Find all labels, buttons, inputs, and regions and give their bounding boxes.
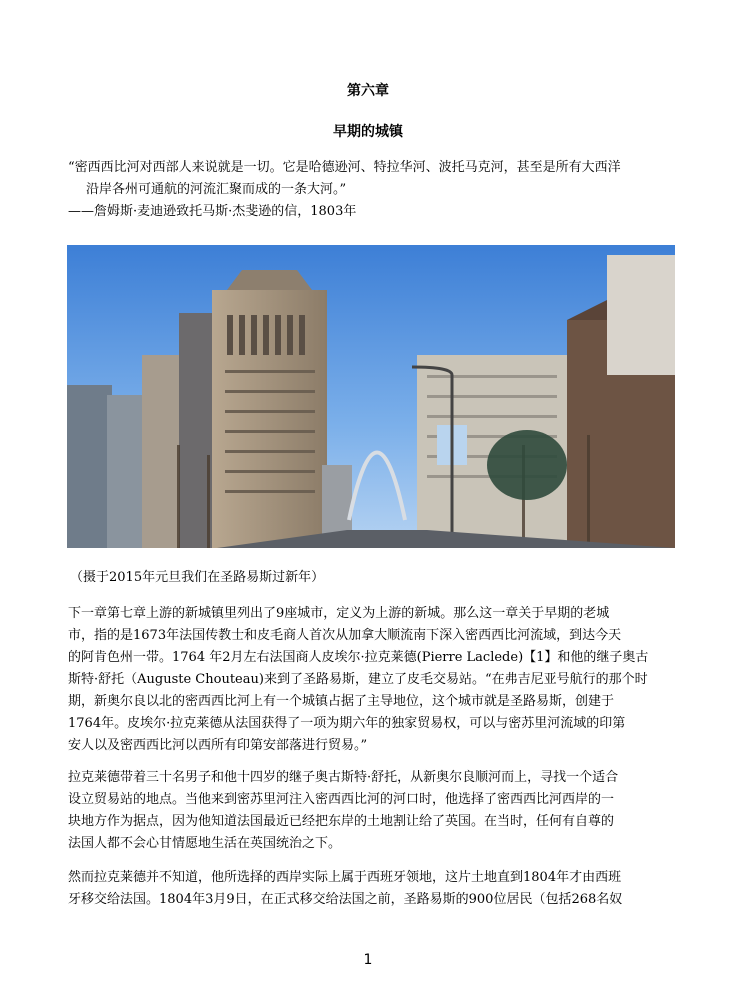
paragraph-line: 拉克莱德带着三十名男子和他十四岁的继子奥古斯特·舒托，从新奥尔良顺河而上，寻找一个适合: [68, 770, 619, 785]
photo-caption: （摄于2015年元旦我们在圣路易斯过新年）: [70, 570, 325, 585]
epigraph-line-1: “密西西比河对西部人来说就是一切。它是哈德逊河、特拉华河、波托马克河，甚至是所有大西洋: [68, 160, 621, 175]
paragraph-line: 法国人都不会心甘情愿地生活在英国统治之下。: [68, 836, 342, 851]
paragraph-1: [68, 603, 678, 757]
paragraph-line: 牙移交给法国。1804年3月9日，在正式移交给法国之前，圣路易斯的900位居民（包括268名奴: [68, 892, 623, 907]
city-street-arch-photo-icon: [67, 245, 675, 548]
paragraph-line: 然而拉克莱德并不知道，他所选择的西岸实际上属于西班牙领地，这片土地直到1804年才由西班: [68, 870, 622, 885]
paragraph-line: 下一章第七章上游的新城镇里列出了9座城市，定义为上游的新城。那么这一章关于早期的老城: [68, 606, 610, 621]
city-street-photo: [67, 245, 675, 548]
epigraph-line-2: 沿岸各州可通航的河流汇聚而成的一条大河。”: [86, 182, 347, 197]
paragraph-line: 设立贸易站的地点。当他来到密苏里河注入密西西比河的河口时，他选择了密西西比河西岸的一: [68, 792, 615, 807]
paragraph-line: 安人以及密西西比河以西所有印第安部落进行贸易。”: [68, 738, 368, 753]
epigraph-attribution: ——詹姆斯·麦迪逊致托马斯·杰斐逊的信，1803年: [68, 204, 357, 219]
paragraph-3: [68, 867, 678, 911]
paragraph-line: 块地方作为据点，因为他知道法国最近已经把东岸的土地割让给了英国。在当时，任何有自尊的: [68, 814, 615, 829]
paragraph-2: [68, 767, 678, 855]
paragraph-line: 市，指的是1673年法国传教士和皮毛商人首次从加拿大顺流南下深入密西西比河流域，到达今天: [68, 628, 622, 643]
epigraph-quote: [68, 157, 678, 223]
paragraph-line: 斯特·舒托（Auguste Chouteau)来到了圣路易斯，建立了皮毛交易站。“在弗吉尼亚号航行的那个时: [68, 672, 648, 687]
chapter-title: 早期的城镇: [333, 124, 403, 140]
paragraph-line: 期，新奥尔良以北的密西西比河上有一个城镇占据了主导地位，这个城市就是圣路易斯，创建于: [68, 694, 615, 709]
paragraph-line: 的阿肯色州一带。1764 年2月左右法国商人皮埃尔·拉克莱德(Pierre Laclede)【1】和他的继子奥古: [68, 650, 649, 665]
paragraph-line: 1764年。皮埃尔·拉克莱德从法国获得了一项为期六年的独家贸易权，可以与密苏里河流域的印第: [68, 716, 626, 731]
chapter-heading: 第六章: [347, 83, 389, 99]
page-number: 1: [363, 952, 373, 968]
